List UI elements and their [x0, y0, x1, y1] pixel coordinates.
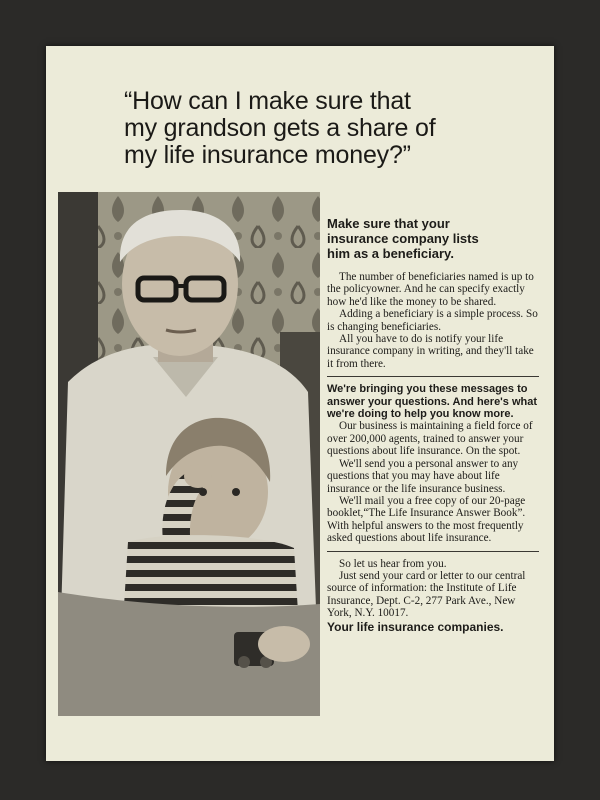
paragraph: The number of beneficiaries named is up to the policyowner. And he can specify exactly how he'd like the money to be shared. [327, 271, 534, 308]
headline-line-3: my life insurance money?” [124, 141, 411, 169]
ad-page [46, 46, 554, 761]
subhead [327, 216, 539, 261]
subhead-line-3: him as a beneficiary. [327, 246, 454, 261]
photo-illustration [58, 192, 320, 716]
paragraph: Adding a beneficiary is a simple process. So is changing beneficiaries. [327, 308, 538, 333]
divider [327, 551, 539, 552]
headline-line-1: “How can I make sure that [124, 87, 411, 115]
grandfather-grandson-photo [58, 192, 320, 716]
subhead-line-2: insurance company lists [327, 231, 479, 246]
body-copy [327, 216, 539, 634]
headline [124, 88, 544, 169]
subhead-line-1: Make sure that your [327, 216, 450, 231]
paragraph: We'll send you a personal answer to any questions that you may have about life insurance or the life insurance business. [327, 457, 519, 495]
paragraph: All you have to do is notify your life insurance company in writing, and they'll take it from there. [327, 333, 534, 370]
paragraph: We'll mail you a free copy of our 20-page booklet,“The Life Insurance Answer Book”. With helpful answers to the most frequently asked questions about life insurance. [327, 494, 526, 545]
paragraph: Our business is maintaining a field force of over 200,000 agents, trained to answer your questions about life insurance. On the spot. [327, 420, 533, 458]
divider [327, 376, 539, 377]
paragraph: Just send your card or letter to our central source of information: the Institute of Life Insurance, Dept. C-2, 277 Park Ave., New York, N.Y. 10017. [327, 569, 526, 620]
section-lead: We're bringing you these messages to answer your questions. And here's what we're doing to help you know more. [327, 383, 538, 421]
signoff: Your life insurance companies. [327, 619, 504, 634]
headline-line-2: my grandson gets a share of [124, 114, 436, 142]
paragraph: So let us hear from you. [339, 557, 447, 570]
